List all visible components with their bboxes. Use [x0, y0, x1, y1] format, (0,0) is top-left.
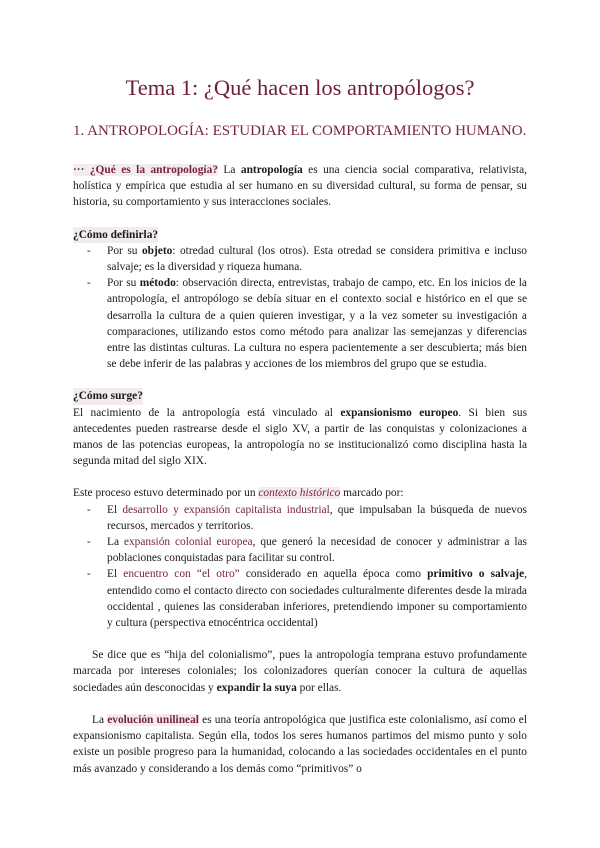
evolution-term: evolución unilineal	[107, 713, 199, 726]
list-item: - Por su objeto: otredad cultural (los otros). Esta otredad se considera primitiva e incluso salvaje; es la diversidad y riqueza humana.	[87, 244, 527, 274]
list-item: - Por su método: observación directa, entrevistas, trabajo de campo, etc. En los inicios de la antropología, el antropólogo se debía situar en el contexto social e histórico en el que se desarrolla la cultura de a quien quieren investigar, y a la vez someter su investigación a comparaciones, utilizando estos como método para analizar las semejanzas y diferencias entre las distintas culturas. La cultura no espera pacientemente a ser descubierta; más bien se debe inferir de las palabras y acciones de los miembros del grupo que se estudia.	[87, 277, 527, 371]
origin-heading: ¿Cómo surge?	[73, 388, 143, 404]
context-list	[73, 502, 527, 632]
evolution-paragraph: La evolución unilineal es una teoría antropológica que justifica este colonialismo, así como el expansionismo capitalista. Según ella, todos los seres humanos partimos del mismo punto y solo existe un posible progreso para la humanidad, colocando a las sociedades occidentales en el punto más avanzado y considerando a los demás como “primitivos” o	[73, 713, 527, 775]
list-item: - El encuentro con “el otro” considerado en aquella época como primitivo o salvaje, entendido como el contacto directo con sociedades culturalmente diferentes desde la mirada occidental , quienes las consideraban inferiores, pretendiendo imponer su comportamiento y cultura (perspectiva etnocéntrica occidental)	[87, 568, 527, 630]
page-title: Tema 1: ¿Qué hacen los antropólogos?	[125, 75, 475, 100]
intro-paragraph: ··· ¿Qué es la antropología? La antropología es una ciencia social comparativa, relativista, holística y empírica que estudia al ser humano en su diversidad cultural, su forma de pensar, su historia, su comportamiento y sus interacciones sociales.	[73, 164, 527, 209]
list-item: - El desarrollo y expansión capitalista industrial, que impulsaban la búsqueda de nuevos recursos, mercados y territorios.	[87, 503, 527, 532]
context-term: contexto histórico	[258, 487, 341, 500]
define-heading: ¿Cómo definirla?	[73, 227, 158, 243]
define-list	[73, 243, 527, 373]
list-item: - La expansión colonial europea, que generó la necesidad de conocer y administrar a las poblaciones conquistadas para facilitar su control.	[87, 536, 527, 565]
section-heading: 1. ANTROPOLOGÍA: ESTUDIAR EL COMPORTAMIENTO HUMANO.	[73, 123, 527, 139]
colonial-paragraph: Se dice que es “hija del colonialismo”, pues la antropología temprana estuvo profundamente marcada por intereses coloniales; los colonizadores querían conocer la cultura de aquellas sociedades aún desconocidas y expandir la suya por ellas.	[73, 649, 527, 694]
intro-lead: ··· ¿Qué es la antropología?	[73, 164, 218, 176]
intro-term: antropología	[240, 164, 303, 176]
context-paragraph: Este proceso estuvo determinado por un contexto histórico marcado por:	[73, 487, 404, 500]
origin-paragraph: El nacimiento de la antropología está vinculado al expansionismo europeo. Si bien sus antecedentes pueden rastrearse desde el siglo XV, a partir de las conquistas y colonizaciones a manos de las potencias europeas, la antropología no se institucionalizó como disciplina hasta la segunda mitad del siglo XIX.	[73, 406, 527, 468]
